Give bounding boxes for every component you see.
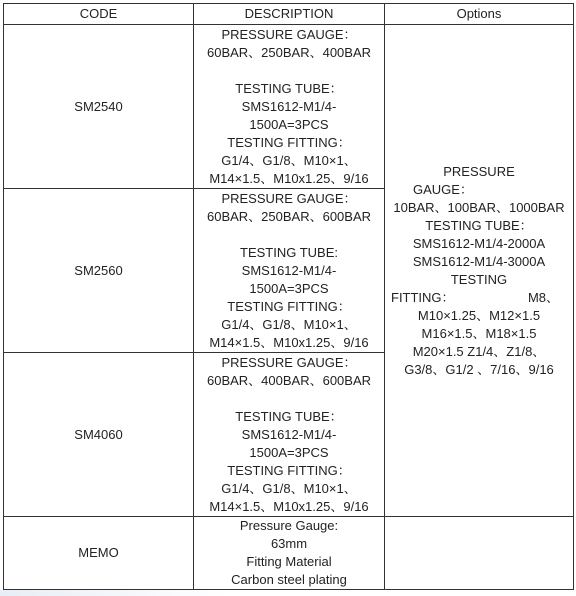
desc-line: 1500A=3PCS — [249, 444, 329, 460]
code-cell: SM2540 — [4, 25, 194, 189]
desc-line: G1/4、G1/8、M10×1、 — [221, 152, 357, 168]
desc-line: TESTING TUBE: — [240, 244, 338, 260]
opt-line: TESTING — [450, 271, 508, 287]
description-cell — [194, 189, 385, 353]
desc-line: Pressure Gauge: — [239, 518, 339, 533]
desc-line: TESTING FITTING： — [227, 298, 351, 314]
code-cell: SM2560 — [4, 189, 194, 353]
options-empty-cell — [385, 517, 574, 590]
desc-line: 60BAR、250BAR、600BAR — [206, 208, 372, 224]
desc-line: 60BAR、400BAR、600BAR — [206, 372, 372, 388]
desc-line: G1/4、G1/8、M10×1、 — [221, 480, 357, 496]
opt-line: PRESSURE — [443, 163, 515, 179]
desc-line: TESTING TUBE： — [235, 80, 343, 96]
desc-line: Carbon steel plating — [231, 572, 347, 587]
desc-line: 1500A=3PCS — [249, 116, 329, 132]
desc-line: PRESSURE GAUGE： — [221, 26, 357, 42]
opt-line: M10×1.25、M12×1.5 — [417, 307, 541, 323]
opt-fitting-line — [385, 289, 573, 307]
desc-line: M14×1.5、M10x1.25、9/16 — [209, 498, 369, 514]
opt-line: SMS1612-M1/4-3000A — [412, 253, 546, 269]
code-cell: MEMO — [4, 517, 194, 590]
options-cell — [385, 25, 574, 517]
desc-line: TESTING TUBE： — [235, 408, 343, 424]
desc-line: SMS1612-M1/4- — [241, 262, 337, 278]
spec-table — [3, 3, 574, 590]
header-code: CODE — [4, 4, 194, 25]
desc-line: M14×1.5、M10x1.25、9/16 — [209, 334, 369, 350]
desc-gap — [194, 390, 384, 408]
opt-line: M20×1.5 Z1/4、Z1/8、 — [412, 343, 546, 359]
desc-gap — [194, 226, 384, 244]
desc-line: 60BAR、250BAR、400BAR — [206, 44, 372, 60]
code-cell: SM4060 — [4, 353, 194, 517]
opt-line: SMS1612-M1/4-2000A — [412, 235, 546, 251]
desc-line: TESTING FITTING： — [227, 134, 351, 150]
opt-line: TESTING TUBE： — [425, 217, 533, 233]
table-row — [4, 517, 574, 590]
desc-line: M14×1.5、M10x1.25、9/16 — [209, 170, 369, 186]
desc-line: 1500A=3PCS — [249, 280, 329, 296]
opt-line: GAUGE： — [413, 181, 473, 197]
desc-gap — [194, 62, 384, 80]
desc-line: PRESSURE GAUGE： — [221, 354, 357, 370]
opt-fitting-m8: M8、 — [527, 289, 559, 305]
desc-line: Fitting Material — [246, 554, 332, 569]
opt-fitting-label: FITTING： — [391, 289, 455, 305]
desc-line: SMS1612-M1/4- — [241, 98, 337, 114]
desc-line: SMS1612-M1/4- — [241, 426, 337, 442]
opt-line: 10BAR、100BAR、1000BAR — [393, 199, 565, 215]
table-row — [4, 25, 574, 189]
header-options: Options — [385, 4, 574, 25]
opt-line: M16×1.5、M18×1.5 — [421, 325, 537, 341]
description-cell — [194, 517, 385, 590]
description-cell — [194, 353, 385, 517]
desc-line: 63mm — [270, 536, 308, 551]
desc-line: G1/4、G1/8、M10×1、 — [221, 316, 357, 332]
header-description: DESCRIPTION — [194, 4, 385, 25]
bottom-edge — [0, 590, 576, 596]
header-row — [4, 4, 574, 25]
desc-line: TESTING FITTING： — [227, 462, 351, 478]
desc-line: PRESSURE GAUGE： — [221, 190, 357, 206]
description-cell — [194, 25, 385, 189]
opt-line: G3/8、G1/2 、7/16、9/16 — [404, 361, 554, 377]
